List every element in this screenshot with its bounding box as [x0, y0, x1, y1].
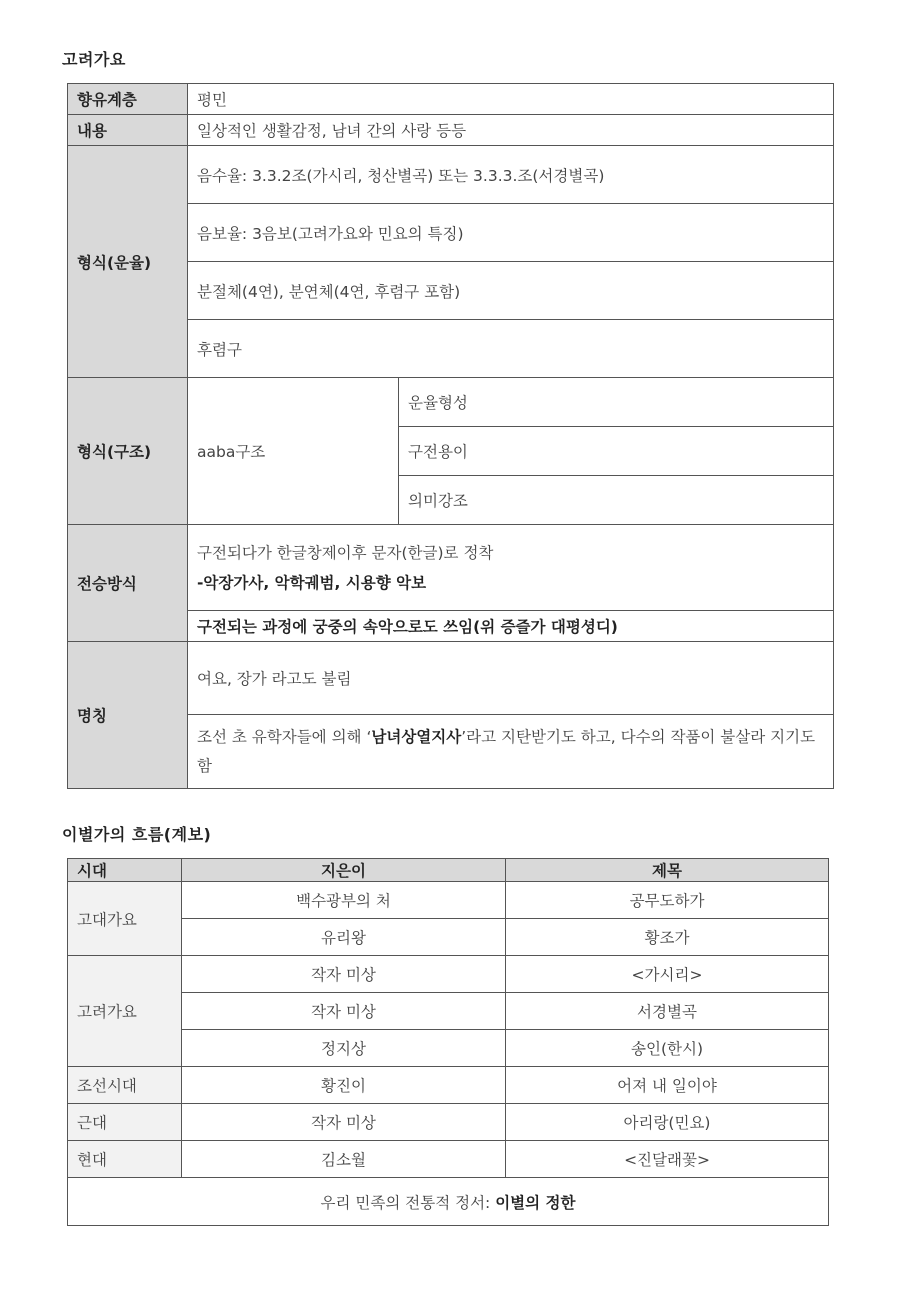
- era-cell: 근대: [68, 1104, 182, 1141]
- title-cell: 서경별곡: [506, 993, 829, 1030]
- value-structure: aaba구조: [188, 378, 399, 525]
- label-name: 명칭: [68, 642, 188, 789]
- table-row: [68, 1141, 829, 1178]
- era-cell: 조선시대: [68, 1067, 182, 1104]
- name-line2: [188, 715, 834, 789]
- rhythm-item: 분절체(4연), 분연체(4연, 후렴구 포함): [188, 262, 834, 320]
- table-row: [68, 993, 829, 1030]
- header-era: 시대: [68, 859, 182, 882]
- table-row: [68, 956, 829, 993]
- row-transmission-1: [68, 525, 834, 611]
- name-line2-pre: 조선 초 유학자들에 의해 ‘: [197, 727, 372, 746]
- section-title-farewell-lineage: 이별가의 흐름(계보): [62, 825, 212, 844]
- header-row: [68, 859, 829, 882]
- author-cell: 유리왕: [182, 919, 506, 956]
- title-cell: 황조가: [506, 919, 829, 956]
- row-name-1: [68, 642, 834, 715]
- structure-effect: 구전용이: [399, 427, 834, 476]
- goryeo-gayo-table: [67, 83, 834, 789]
- table-row: [68, 919, 829, 956]
- title-cell: 공무도하가: [506, 882, 829, 919]
- transmission-line3: 구전되는 과정에 궁중의 속악으로도 쓰임(위 증즐가 대평셩디): [188, 611, 834, 642]
- section-title-goryeo-gayo: 고려가요: [62, 50, 126, 69]
- structure-effect: 의미강조: [399, 476, 834, 525]
- structure-effect: 운율형성: [399, 378, 834, 427]
- summary-prefix: 우리 민족의 전통적 정서:: [320, 1193, 496, 1212]
- author-cell: 작자 미상: [182, 1104, 506, 1141]
- rhythm-item: 음보율: 3음보(고려가요와 민요의 특징): [188, 204, 834, 262]
- era-cell: 고려가요: [68, 956, 182, 1067]
- table-row: [68, 882, 829, 919]
- summary-cell: [68, 1178, 829, 1226]
- label-class: 향유계층: [68, 84, 188, 115]
- transmission-line1: 구전되다가 한글창제이후 문자(한글)로 정착: [197, 543, 494, 562]
- label-form-rhythm: 형식(운율): [68, 146, 188, 378]
- value-content: 일상적인 생활감정, 남녀 간의 사랑 등등: [188, 115, 834, 146]
- author-cell: 정지상: [182, 1030, 506, 1067]
- name-line2-post: ’라고 지탄받기도 하고, 다수의 작품이 불살라 지기도 함: [197, 727, 816, 775]
- row-class: [68, 84, 834, 115]
- title-cell: 어져 내 일이야: [506, 1067, 829, 1104]
- farewell-lineage-table: [67, 858, 829, 1226]
- era-cell: 고대가요: [68, 882, 182, 956]
- author-cell: 작자 미상: [182, 956, 506, 993]
- title-cell: 송인(한시): [506, 1030, 829, 1067]
- table-row: [68, 1067, 829, 1104]
- title-cell: <진달래꽃>: [506, 1141, 829, 1178]
- title-cell: 아리랑(민요): [506, 1104, 829, 1141]
- author-cell: 작자 미상: [182, 993, 506, 1030]
- author-cell: 김소월: [182, 1141, 506, 1178]
- summary-bold: 이별의 정한: [495, 1193, 576, 1212]
- name-line2-bold: 남녀상열지사: [371, 727, 462, 746]
- label-form-structure: 형식(구조): [68, 378, 188, 525]
- table-row: [68, 1104, 829, 1141]
- rhythm-item: 후렴구: [188, 320, 834, 378]
- era-cell: 현대: [68, 1141, 182, 1178]
- label-transmission: 전승방식: [68, 525, 188, 642]
- row-structure-1: [68, 378, 834, 427]
- transmission-text: [188, 525, 834, 611]
- header-author: 지은이: [182, 859, 506, 882]
- value-class: 평민: [188, 84, 834, 115]
- row-rhythm-1: [68, 146, 834, 204]
- transmission-line2: -악장가사, 악학궤범, 시용향 악보: [197, 573, 427, 592]
- author-cell: 백수광부의 처: [182, 882, 506, 919]
- row-content: [68, 115, 834, 146]
- header-title: 제목: [506, 859, 829, 882]
- title-cell: <가시리>: [506, 956, 829, 993]
- name-line1: 여요, 장가 라고도 불림: [188, 642, 834, 715]
- rhythm-item: 음수율: 3.3.2조(가시리, 청산별곡) 또는 3.3.3.조(서경별곡): [188, 146, 834, 204]
- footer-row: [68, 1178, 829, 1226]
- label-content: 내용: [68, 115, 188, 146]
- table-row: [68, 1030, 829, 1067]
- author-cell: 황진이: [182, 1067, 506, 1104]
